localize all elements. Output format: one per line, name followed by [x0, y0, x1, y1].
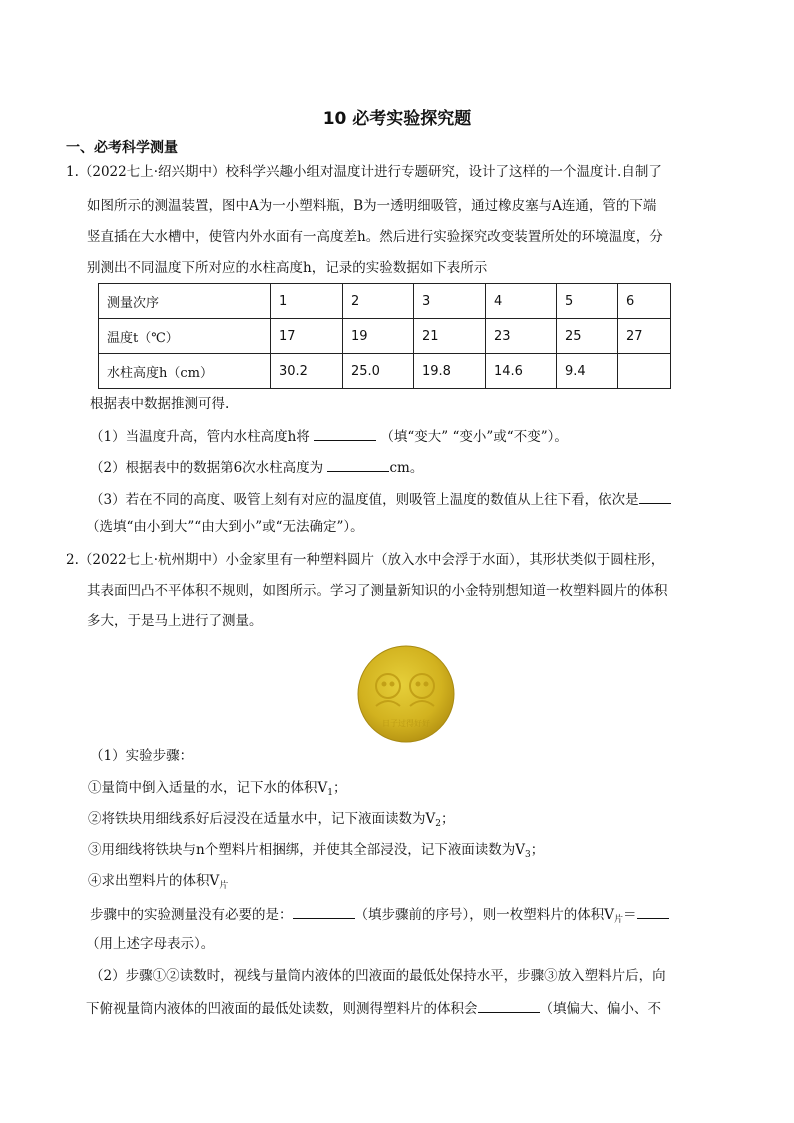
step-2-end: ；	[440, 811, 455, 827]
table-cell: 27	[618, 319, 671, 354]
q1-line-2: 如图所示的测温装置，图中A为一小塑料瓶，B为一透明细吸管，通过橡皮塞与A连通，管的下端	[87, 198, 657, 214]
step-1-sub: 1	[327, 788, 333, 798]
q2-step-4	[88, 872, 228, 895]
q1-part-2	[90, 457, 423, 477]
q1-line-4: 别测出不同温度下所对应的水柱高度h，记录的实验数据如下表所示	[87, 260, 488, 276]
data-table	[98, 283, 671, 389]
coin-embossed-text: 日子过得好好	[382, 719, 430, 728]
answer-blank[interactable]	[293, 904, 355, 919]
step-2-sub: 2	[435, 819, 441, 829]
q1-after-table: 根据表中数据推测可得.	[90, 396, 230, 412]
ask-sub: 片	[614, 915, 624, 925]
part-2-hint: （填偏大、偏小、不	[539, 1001, 661, 1017]
q2-section-1-title: （1）实验步骤：	[90, 748, 194, 764]
ask-text-2: （填步骤前的序号），则一枚塑料片的体积V	[354, 907, 614, 923]
step-3-text: ③用细线将铁块与n个塑料片相捆绑，并使其全部浸没，记下液面读数为V	[88, 842, 525, 858]
q1-part-1-hint: （填“变大” “变小”或“不变”）。	[380, 429, 568, 445]
q2-part-2-line-2	[86, 998, 661, 1018]
q2-ask-hint: （用上述字母表示）。	[86, 936, 215, 952]
table-row	[99, 354, 671, 389]
answer-blank[interactable]	[327, 457, 389, 472]
page-title: 10 必考实验探究题	[322, 109, 472, 129]
step-1-text: ①量筒中倒入适量的水，记下水的体积V	[88, 780, 328, 796]
table-cell: 21	[414, 319, 486, 354]
table-cell	[618, 354, 671, 389]
q1-line-1: 1.（2022七上·绍兴期中）校科学兴趣小组对温度计进行专题研究，设计了这样的一个温度计.自制了	[66, 164, 662, 180]
part-2-text: 下俯视量筒内液体的凹液面的最低处读数，则测得塑料片的体积会	[86, 1001, 478, 1017]
ask-text: 步骤中的实验测量没有必要的是：	[90, 907, 293, 923]
answer-blank[interactable]	[637, 904, 669, 919]
q2-step-1	[88, 779, 346, 802]
q1-line-3: 竖直插在大水槽中，使管内外水面有一高度差h。然后进行实验探究改变装置所处的环境温度，分	[87, 229, 663, 245]
plastic-disc-image	[356, 644, 456, 744]
q2-line-1: 2.（2022七上·杭州期中）小金家里有一种塑料圆片（放入水中会浮于水面），其形状类似于圆柱形，	[66, 552, 665, 568]
table-cell: 9.4	[557, 354, 618, 389]
q1-part-1-text: （1）当温度升高，管内水柱高度h将	[90, 429, 310, 445]
table-cell: 14.6	[486, 354, 557, 389]
q1-part-3-hint: （选填“由小到大”“由大到小”或“无法确定”）。	[86, 519, 364, 535]
table-cell: 4	[486, 284, 557, 319]
table-cell: 6	[618, 284, 671, 319]
ask-equals: ＝	[623, 907, 637, 923]
step-1-end: ；	[332, 780, 347, 796]
section-heading: 一、必考科学测量	[66, 140, 178, 156]
q2-line-2: 其表面凹凸不平体积不规则，如图所示。学习了测量新知识的小金特别想知道一枚塑料圆片的体积	[87, 583, 668, 599]
answer-blank[interactable]	[478, 998, 540, 1013]
step-3-end: ；	[530, 842, 545, 858]
q1-part-3	[90, 489, 671, 509]
table-row	[99, 284, 671, 319]
q1-part-2-unit: cm。	[389, 460, 424, 476]
row-label: 水柱高度h（cm）	[99, 354, 271, 389]
row-label: 测量次序	[99, 284, 271, 319]
row-label: 温度t（℃）	[99, 319, 271, 354]
table-cell: 5	[557, 284, 618, 319]
table-cell: 25	[557, 319, 618, 354]
table-cell: 25.0	[343, 354, 414, 389]
step-4-sub: 片	[219, 881, 229, 891]
table-cell: 17	[271, 319, 343, 354]
q1-part-3-text: （3）若在不同的高度、吸管上刻有对应的温度值，则吸管上温度的数值从上往下看，依次是	[90, 492, 639, 508]
table-cell: 19.8	[414, 354, 486, 389]
q2-part-2-line-1: （2）步骤①②读数时，视线与量筒内液体的凹液面的最低处保持水平，步骤③放入塑料片后，向	[90, 968, 666, 984]
q1-part-1	[90, 426, 568, 446]
answer-blank[interactable]	[314, 426, 376, 441]
table-cell: 3	[414, 284, 486, 319]
table-cell: 19	[343, 319, 414, 354]
table-cell: 23	[486, 319, 557, 354]
q2-ask	[90, 904, 669, 929]
table-cell: 2	[343, 284, 414, 319]
q2-step-3	[88, 841, 544, 864]
table-cell: 1	[271, 284, 343, 319]
answer-blank[interactable]	[639, 489, 671, 504]
table-row	[99, 319, 671, 354]
step-4-text: ④求出塑料片的体积V	[88, 873, 220, 889]
q2-step-2	[88, 810, 454, 833]
q2-line-3: 多大，于是马上进行了测量。	[87, 613, 263, 629]
step-2-text: ②将铁块用细线系好后浸没在适量水中，记下液面读数为V	[88, 811, 436, 827]
step-3-sub: 3	[524, 850, 531, 860]
table-cell: 30.2	[271, 354, 343, 389]
q1-part-2-text: （2）根据表中的数据第6次水柱高度为	[90, 460, 324, 476]
